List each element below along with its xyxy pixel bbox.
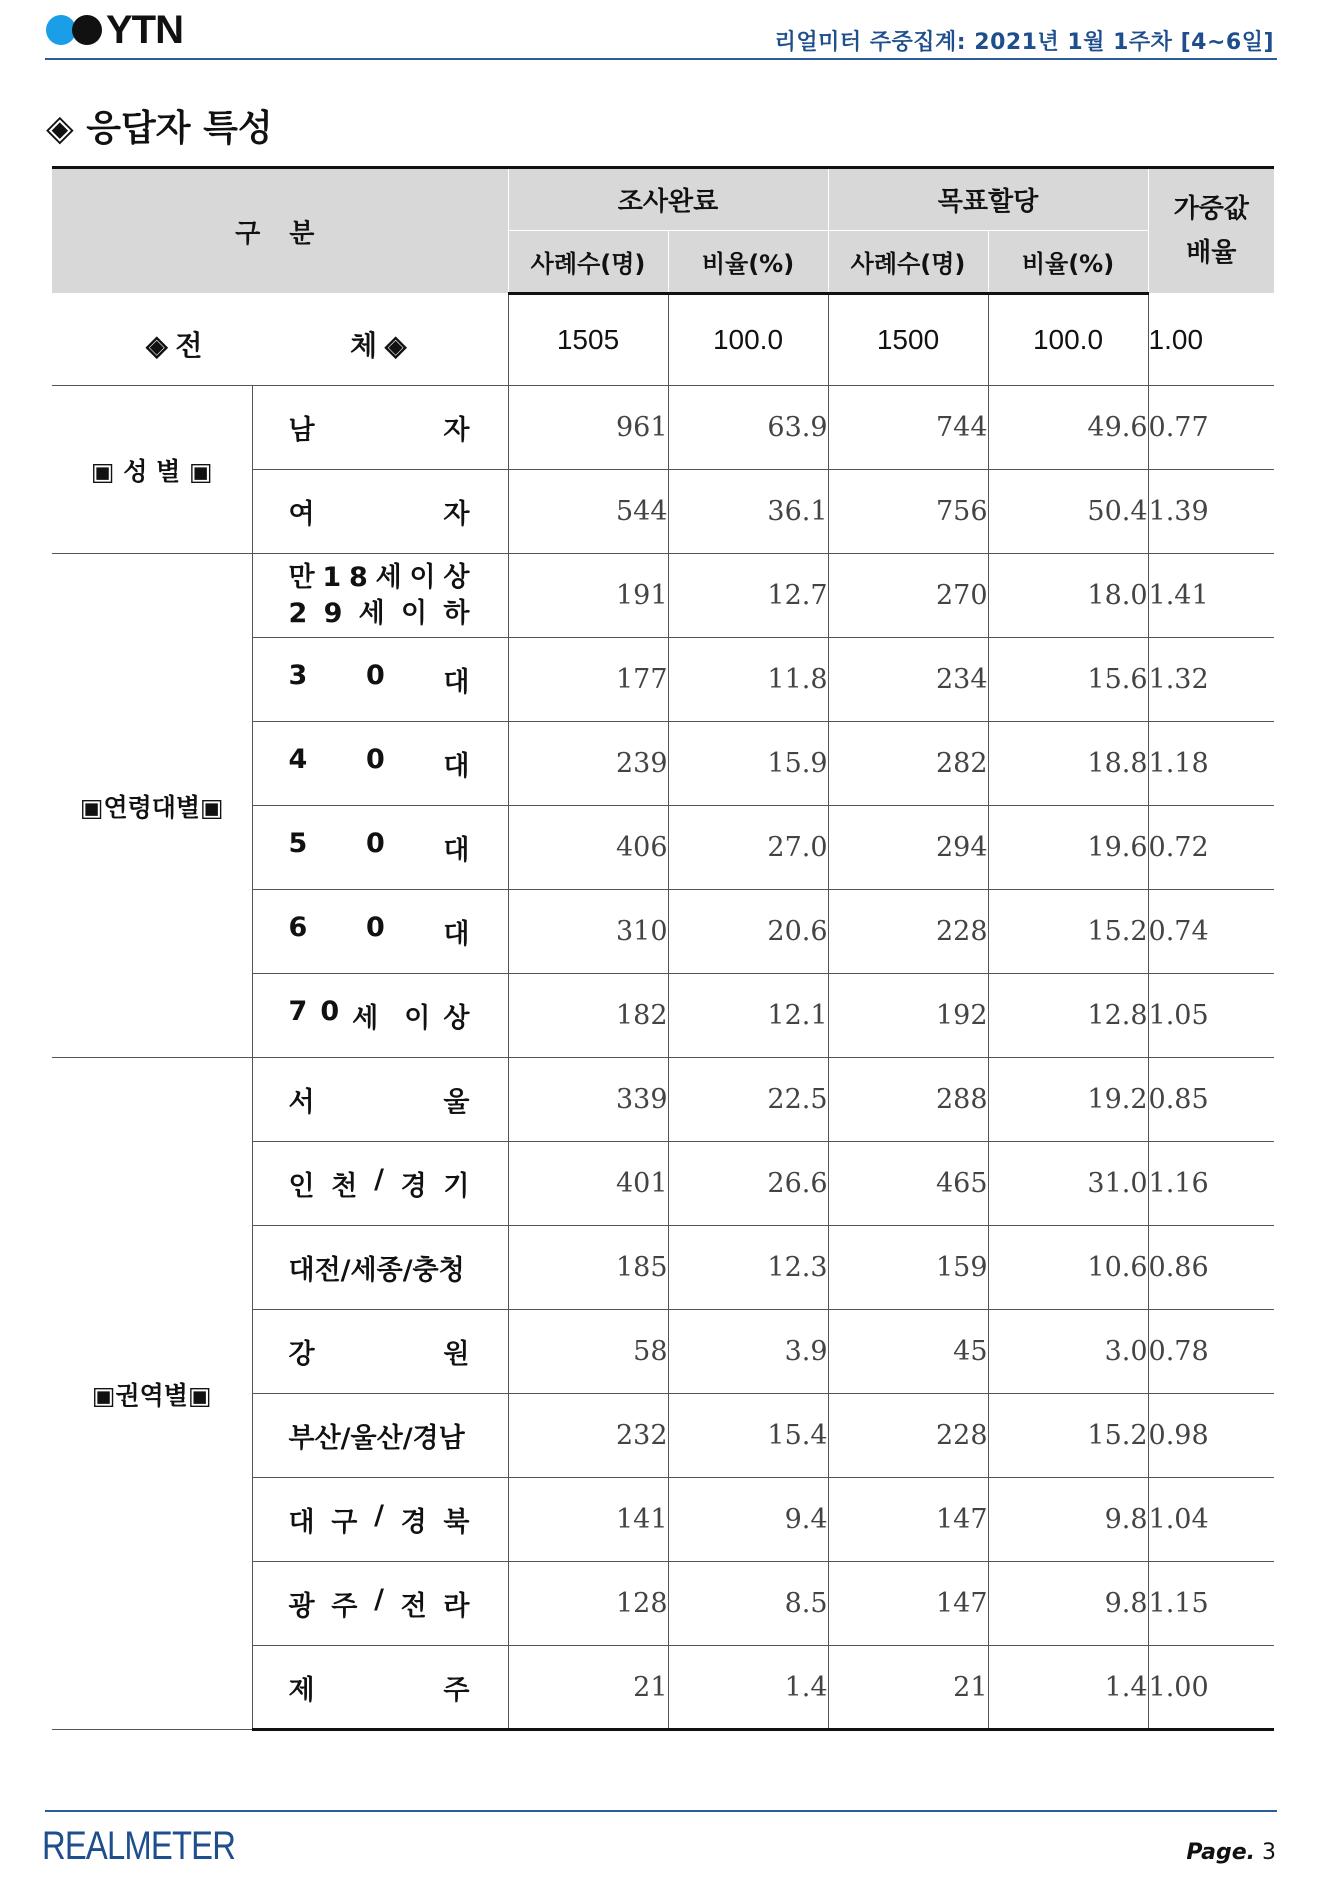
category-label-char: 자: [443, 499, 470, 530]
category-label-char: 0: [365, 744, 385, 775]
page-label: Page.: [1186, 1840, 1255, 1865]
cell-survey-count: 177: [508, 638, 668, 722]
cell-target-ratio: 15.6: [988, 638, 1148, 722]
category-label-char: 이: [404, 1003, 431, 1034]
cell-target-count: 45: [828, 1310, 988, 1394]
cell-target-count: 294: [828, 806, 988, 890]
cell-weight: 0.85: [1148, 1058, 1274, 1142]
cell-survey-ratio: 26.6: [668, 1142, 828, 1226]
category-label-char: 구: [331, 1507, 358, 1538]
table-row: [52, 386, 1274, 470]
category-label: [252, 1226, 508, 1310]
category-label-char: 자: [443, 415, 470, 446]
cell-weight: 0.72: [1148, 806, 1274, 890]
category-label-char: 대: [443, 667, 470, 698]
cell-survey-ratio: 27.0: [668, 806, 828, 890]
realmeter-logo: REALMETER: [42, 1824, 236, 1868]
category-label-char: 3: [288, 660, 308, 691]
category-label-char: 2: [288, 597, 308, 629]
cell-survey-count: 128: [508, 1562, 668, 1646]
cell-survey-count: 401: [508, 1142, 668, 1226]
category-label-char: 세: [358, 597, 385, 629]
sub-survey-ratio: 비율(%): [668, 231, 828, 294]
cell-survey-count: 58: [508, 1310, 668, 1394]
cell-target-count: 270: [828, 554, 988, 638]
cell-target-count: 192: [828, 974, 988, 1058]
cell-weight: 1.32: [1148, 638, 1274, 722]
table-row: [52, 1058, 1274, 1142]
category-label-char: 천: [331, 1171, 358, 1202]
category-label-char: 0: [365, 912, 385, 943]
total-label: [52, 294, 508, 386]
cell-target-ratio: 10.6: [988, 1226, 1148, 1310]
header-divider: [45, 58, 1277, 60]
category-label-char: 북: [443, 1507, 470, 1538]
col-survey-header: 조사완료: [508, 168, 828, 231]
cell-survey-ratio: 1.4: [668, 1646, 828, 1730]
cell-target-count: 228: [828, 1394, 988, 1478]
category-label: [252, 638, 508, 722]
cell-survey-count: 141: [508, 1478, 668, 1562]
total-weight: 1.00: [1148, 294, 1274, 386]
cell-target-count: 234: [828, 638, 988, 722]
category-label: [252, 1478, 508, 1562]
cell-target-ratio: 3.0: [988, 1310, 1148, 1394]
cell-weight: 1.39: [1148, 470, 1274, 554]
col-weight-header: [1148, 168, 1274, 294]
total-label-left: ◈ 전: [146, 330, 203, 361]
category-label-char: 0: [320, 996, 340, 1027]
cell-target-ratio: 31.0: [988, 1142, 1148, 1226]
category-label-char: 이: [409, 561, 436, 593]
cell-survey-count: 21: [508, 1646, 668, 1730]
category-label: [252, 554, 508, 638]
table-row-total: [52, 294, 1274, 386]
category-label-char: 0: [365, 660, 385, 691]
cell-survey-ratio: 9.4: [668, 1478, 828, 1562]
category-label-char: 7: [288, 996, 308, 1027]
category-label-char: 주: [443, 1674, 470, 1706]
cell-weight: 0.74: [1148, 890, 1274, 974]
cell-survey-ratio: 11.8: [668, 638, 828, 722]
category-label-char: 상: [443, 1003, 470, 1034]
category-label-char: 8: [348, 561, 368, 593]
total-survey-count: 1505: [508, 294, 668, 386]
cell-survey-count: 310: [508, 890, 668, 974]
cell-weight: 0.86: [1148, 1226, 1274, 1310]
category-label-char: 대: [288, 1507, 315, 1538]
category-label-char: 1: [322, 561, 342, 593]
cell-target-ratio: 9.8: [988, 1562, 1148, 1646]
cell-weight: 0.78: [1148, 1310, 1274, 1394]
category-label: [252, 1646, 508, 1730]
cell-target-ratio: 15.2: [988, 890, 1148, 974]
category-label-char: 서: [288, 1087, 315, 1118]
cell-target-count: 465: [828, 1142, 988, 1226]
category-label-char: 만: [288, 561, 315, 593]
cell-target-ratio: 49.6: [988, 386, 1148, 470]
cell-survey-ratio: 3.9: [668, 1310, 828, 1394]
cell-survey-ratio: 15.4: [668, 1394, 828, 1478]
category-label-char: 주: [331, 1591, 358, 1622]
cell-survey-count: 339: [508, 1058, 668, 1142]
cell-survey-ratio: 8.5: [668, 1562, 828, 1646]
total-target-count: 1500: [828, 294, 988, 386]
cell-survey-ratio: 22.5: [668, 1058, 828, 1142]
cell-target-ratio: 18.0: [988, 554, 1148, 638]
cell-survey-ratio: 12.7: [668, 554, 828, 638]
total-target-ratio: 100.0: [988, 294, 1148, 386]
cell-weight: 0.98: [1148, 1394, 1274, 1478]
sub-survey-count: 사례수(명): [508, 231, 668, 294]
cell-survey-ratio: 63.9: [668, 386, 828, 470]
total-label-right: 체 ◈: [350, 330, 407, 361]
cell-survey-count: 239: [508, 722, 668, 806]
logo-dot-black: [72, 15, 102, 45]
category-label-char: 전: [400, 1591, 427, 1622]
cell-target-count: 744: [828, 386, 988, 470]
cell-target-count: 21: [828, 1646, 988, 1730]
category-label-char: 대전/세종/충청: [288, 1255, 465, 1286]
cell-weight: 1.15: [1148, 1562, 1274, 1646]
category-label: [252, 974, 508, 1058]
page-number-value: 3: [1262, 1840, 1276, 1865]
category-label-char: 세: [352, 1003, 379, 1034]
sub-target-count: 사례수(명): [828, 231, 988, 294]
cell-weight: 0.77: [1148, 386, 1274, 470]
cell-survey-ratio: 36.1: [668, 470, 828, 554]
page-number: [1186, 1840, 1276, 1865]
cell-target-ratio: 12.8: [988, 974, 1148, 1058]
category-label-char: 대: [443, 835, 470, 866]
category-label-char: 세: [375, 561, 402, 593]
cell-target-ratio: 19.6: [988, 806, 1148, 890]
group-label: ▣ 성 별 ▣: [52, 386, 252, 554]
category-label-char: 5: [288, 828, 308, 859]
cell-weight: 1.18: [1148, 722, 1274, 806]
category-label: [252, 470, 508, 554]
category-label-char: 이: [401, 597, 428, 629]
category-label-char: 울: [443, 1087, 470, 1118]
category-label: [252, 1142, 508, 1226]
col-target-header: 목표할당: [828, 168, 1148, 231]
category-label: [252, 1562, 508, 1646]
cell-survey-ratio: 12.1: [668, 974, 828, 1058]
cell-survey-count: 185: [508, 1226, 668, 1310]
category-label-char: /: [374, 1500, 384, 1531]
cell-weight: 1.04: [1148, 1478, 1274, 1562]
group-label: ▣연령대별▣: [52, 554, 252, 1058]
category-label-char: 제: [288, 1674, 315, 1706]
category-label-char: 대: [443, 751, 470, 782]
cell-survey-count: 961: [508, 386, 668, 470]
category-label-char: 여: [288, 499, 315, 530]
cell-target-ratio: 50.4: [988, 470, 1148, 554]
category-label: [252, 1394, 508, 1478]
category-label-char: 대: [443, 919, 470, 950]
category-label-char: 상: [443, 561, 470, 593]
category-label-char: /: [374, 1164, 384, 1195]
cell-target-count: 228: [828, 890, 988, 974]
respondent-table: [52, 166, 1274, 1731]
cell-target-ratio: 1.4: [988, 1646, 1148, 1730]
category-label-char: 0: [365, 828, 385, 859]
table-row: [52, 554, 1274, 638]
category-label-char: 남: [288, 415, 315, 446]
total-survey-ratio: 100.0: [668, 294, 828, 386]
cell-target-count: 147: [828, 1562, 988, 1646]
cell-survey-ratio: 12.3: [668, 1226, 828, 1310]
ytn-logo: [46, 7, 183, 52]
logo-text: YTN: [106, 7, 183, 52]
category-label: [252, 1058, 508, 1142]
cell-survey-count: 544: [508, 470, 668, 554]
col-category-header: 구 분: [52, 168, 508, 294]
category-label: [252, 386, 508, 470]
category-label-char: /: [374, 1584, 384, 1615]
cell-survey-ratio: 20.6: [668, 890, 828, 974]
cell-target-count: 159: [828, 1226, 988, 1310]
category-label-char: 기: [443, 1171, 470, 1202]
category-label-char: 경: [400, 1171, 427, 1202]
cell-survey-count: 406: [508, 806, 668, 890]
category-label: [252, 806, 508, 890]
cell-weight: 1.00: [1148, 1646, 1274, 1730]
category-label: [252, 722, 508, 806]
sub-target-ratio: 비율(%): [988, 231, 1148, 294]
cell-target-count: 288: [828, 1058, 988, 1142]
footer-divider: [45, 1810, 1277, 1812]
cell-target-count: 282: [828, 722, 988, 806]
cell-weight: 1.05: [1148, 974, 1274, 1058]
cell-weight: 1.41: [1148, 554, 1274, 638]
category-label-char: 광: [288, 1591, 315, 1622]
cell-target-ratio: 9.8: [988, 1478, 1148, 1562]
category-label-char: 하: [443, 597, 470, 629]
cell-target-ratio: 18.8: [988, 722, 1148, 806]
category-label-char: 인: [288, 1171, 315, 1202]
cell-target-ratio: 19.2: [988, 1058, 1148, 1142]
category-label-char: 6: [288, 912, 308, 943]
cell-survey-count: 182: [508, 974, 668, 1058]
cell-target-count: 756: [828, 470, 988, 554]
category-label: [252, 1310, 508, 1394]
category-label-char: 원: [443, 1339, 470, 1370]
section-title: ◈ 응답자 특성: [46, 108, 273, 149]
category-label-char: 9: [323, 597, 343, 629]
survey-title: 리얼미터 주중집계: 2021년 1월 1주차 [4~6일]: [774, 30, 1274, 55]
weight-header-line1: 가중값: [1173, 194, 1249, 224]
category-label-char: 경: [400, 1507, 427, 1538]
group-label: ▣권역별▣: [52, 1058, 252, 1730]
category-label-char: 부산/울산/경남: [288, 1423, 465, 1454]
cell-target-ratio: 15.2: [988, 1394, 1148, 1478]
cell-survey-count: 232: [508, 1394, 668, 1478]
cell-survey-ratio: 15.9: [668, 722, 828, 806]
cell-target-count: 147: [828, 1478, 988, 1562]
category-label-char: 라: [443, 1591, 470, 1622]
cell-weight: 1.16: [1148, 1142, 1274, 1226]
weight-header-line2: 배율: [1186, 238, 1237, 268]
category-label-char: 강: [288, 1339, 315, 1370]
category-label-char: 4: [288, 744, 308, 775]
category-label: [252, 890, 508, 974]
cell-survey-count: 191: [508, 554, 668, 638]
